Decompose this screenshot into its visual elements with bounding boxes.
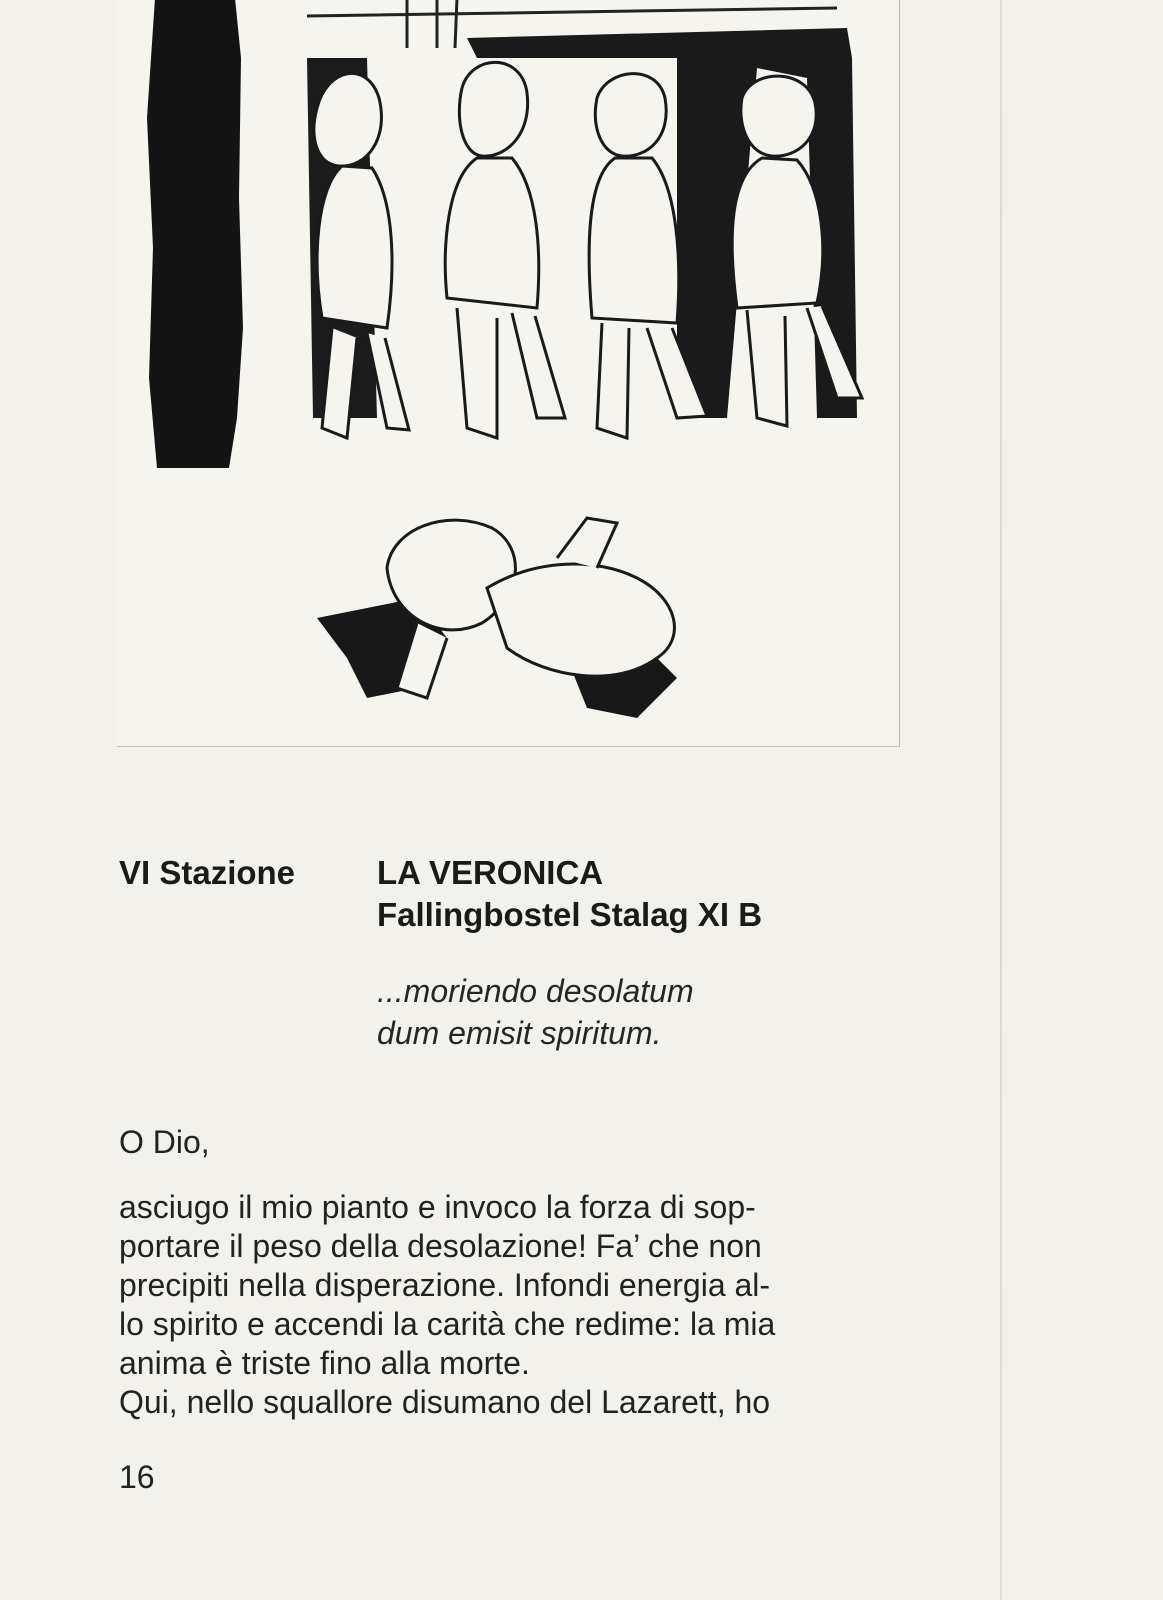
station-title xyxy=(377,852,762,936)
illustration xyxy=(117,0,900,747)
figure-2 xyxy=(445,62,565,438)
station-title-line-1: LA VERONICA xyxy=(377,854,604,891)
door-post xyxy=(147,0,243,468)
fallen-figure xyxy=(317,518,677,718)
body-line: Qui, nello squallore disumano del Lazarett, ho xyxy=(119,1384,771,1420)
body-line: portare il peso della desolazione! Fa’ che non xyxy=(119,1228,762,1264)
page-fold-line xyxy=(1000,0,1002,1600)
salutation: O Dio, xyxy=(119,1124,210,1160)
latin-quote xyxy=(377,970,694,1054)
page-number: 16 xyxy=(119,1459,155,1495)
body-line: anima è triste fino alla morte. xyxy=(119,1345,530,1381)
station-number: VI Stazione xyxy=(119,854,296,891)
body-line: asciugo il mio pianto e invoco la forza di sop- xyxy=(119,1189,756,1225)
station-title-line-2: Fallingbostel Stalag XI B xyxy=(377,896,763,933)
prisoners-drawing xyxy=(117,0,899,746)
body-paragraph xyxy=(119,1188,909,1422)
body-line: precipiti nella disperazione. Infondi energia al- xyxy=(119,1267,771,1303)
latin-quote-line-2: dum emisit spiritum. xyxy=(377,1015,662,1051)
body-line: lo spirito e accendi la carità che redime: la mia xyxy=(119,1306,776,1342)
latin-quote-line-1: ...moriendo desolatum xyxy=(377,973,694,1009)
